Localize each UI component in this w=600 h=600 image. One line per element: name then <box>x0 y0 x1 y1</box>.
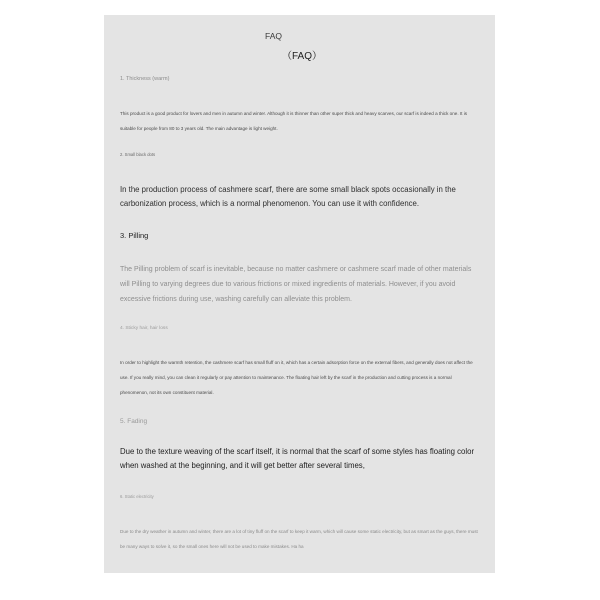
section-3-body: The Pilling problem of scarf is inevitable, because no matter cashmere or cashmere scarf made of other materials will Pilling to varying degrees due to various frictions or mixed ingredients of materials. However, if you avoid excessive frictions during use, washing carefully can alleviate this problem. <box>120 266 472 303</box>
section-1-body: This product is a good product for lovers and men in autumn and winter. Although it is thinner than other super thick and heavy scarves, our scarf is indeed a thick one. It is suitable for people from 80 to 3 years old. The main advantage is light weight. <box>120 111 468 131</box>
page-title: FAQ <box>265 31 283 41</box>
section-6-body: Due to the dry weather in autumn and winter, there are a lot of tiny fluff on the scarf to keep it warm, which will cause some static electricity, but as smart as the guys, there must be many ways to solve it, so the small ones here will not be used to make mistakes. Ha ha <box>120 529 478 549</box>
section-2-body: In the production process of cashmere scarf, there are some small black spots occasionally in the carbonization process, which is a normal phenomenon. You can use it with confidence. <box>120 185 456 208</box>
section-1-heading: 1. Thickness (warm) <box>120 76 170 82</box>
section-4-heading: 4. Sticky hair, hair loss <box>120 326 168 331</box>
faq-document-page <box>104 15 495 573</box>
section-2-heading: 2. Small black dots <box>120 152 156 157</box>
section-5-heading: 5. Fading <box>120 418 148 425</box>
section-6-heading: 6. Static electricity <box>120 494 154 499</box>
page-subtitle: （FAQ） <box>282 51 323 62</box>
section-4-body: In order to highlight the warmth retention, the cashmere scarf has small fluff on it, which has a certain adsorption force on the external fibers, and generally does not affect the use. If you really mind, you can clean it regularly or pay attention to maintenance. The floating hair left by the scarf in the production and cutting process is a normal phenomenon, not its own constituent material. <box>120 360 473 395</box>
section-5-body: Due to the texture weaving of the scarf itself, it is normal that the scarf of some styles has floating color when washed at the beginning, and it will get better after several times, <box>120 447 475 470</box>
section-3-heading: 3. Pilling <box>120 231 149 240</box>
